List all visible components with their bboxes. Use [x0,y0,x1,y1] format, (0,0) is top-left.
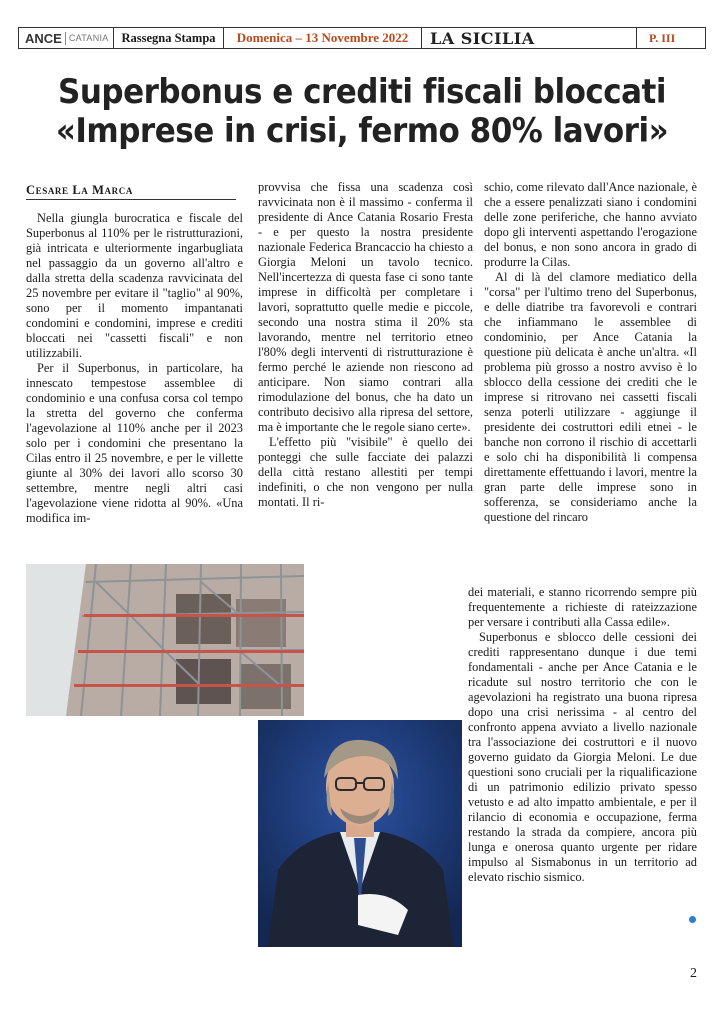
article-column-2 [258,180,473,510]
article-column-1 [26,211,243,526]
paragraph: L'effetto più "visibile" è quello dei ponteggi che sulle facciate dei palazzi della città restano allestiti per tempi indefiniti, o che non vengono per nulla montati. Il ri- [258,435,473,509]
logo-subtext: CATANIA [68,33,109,43]
newspaper-name: LA SICILIA [422,28,637,48]
scaffolding-photo [26,564,304,716]
scaffolding-illustration [26,564,304,716]
paragraph: Per il Superbonus, in particolare, ha innescato tempestose assemblee di condominio e una confusa corsa col tempo la stretta del governo che conferma l'agevolazione al 110% anche per il 2023 solo per i condomini che presentano la Cilas entro il 25 novembre, e per le villette giunte al 30% dei lavori allo scorso 30 settembre, mentre negli altri casi l'agevolazione viene ridotta al 90%. «Una modifica im- [26,361,243,525]
article-column-3-top [484,180,697,525]
paragraph: Nella giungla burocratica e fiscale del Superbonus al 110% per le ristrutturazioni, già intricata e ulteriormente ingarbugliata nel passaggio da un governo all'altro e dalla stretta della scadenza ravvicinata del 25 novembre per evitare il "taglio" al 90%, sono per il momento impantanati condomini e condomini, imprese e crediti bloccati nei "cassetti fiscali" e non utilizzabili. [26,211,243,360]
portrait-illustration [258,720,462,947]
page-reference: P. III [649,30,676,45]
issue-date: Domenica – 13 Novembre 2022 [224,28,422,48]
paragraph: dei materiali, e stanno ricorrendo sempre più frequentemente a richieste di rateizzazione per versare i contributi alla Cassa edile». [468,585,697,629]
paragraph: Al di là del clamore mediatico della "corsa" per l'ultimo treno del Superbonus, e delle diatribe tra favorevoli e contrari che infiammano le assemblee di condominio, per Ance Catania la questione più delicata è anche un'altra. «Il problema più grosso a nostro avviso è lo sblocco della cessione dei crediti che le imprese si ritrovano nei cassetti fiscali senza poterli utilizzare - aggiunge il presidente dei costruttori edili etnei - le banche non corrono il rischio di accettarli e solo chi ha disponibilità li compensa direttamente effettuando i lavori, mentre la gran parte delle imprese sono in sofferenza, se consideriamo anche la questione del rincaro [484,270,697,524]
ance-logo [19,28,114,48]
logo-text: ANCE [25,30,62,46]
article-column-3-bottom [468,585,697,885]
paragraph: Superbonus e sblocco delle cessioni dei crediti rappresentano dunque i due temi fondamentali - anche per Ance Catania e le ricadute sul nostro territorio che con le agevolazioni ha registrato una buona ripresa dopo una crisi nerissima - al centro del confronto appena avviato a livello nazionale tra l'associazione dei costruttori e il nuovo governo guidato da Giorgia Meloni. Le due questioni sono cruciali per la riqualificazione di un patrimonio edilizio privato spesso vetusto e ad alto impatto ambientale, e per il rilancio di economia e occupazione, ferma restando la strada da compiere, ancora più lunga e onerosa quanto urgente per ridare impulso al Sismabonus in un territorio ad elevato rischio sismico. [468,630,697,884]
author-byline: Cesare La Marca [26,183,236,200]
headline-line-1: Superbonus e crediti fiscali bloccati [58,72,666,112]
portrait-photo [258,720,462,947]
press-review-header [18,27,706,49]
section-label: Rassegna Stampa [114,28,224,48]
paragraph: provvisa che fissa una scadenza così ravvicinata non è il massimo - conferma il presidente di Ance Catania Rosario Fresta - e per questo la nostra presidente nazionale Federica Brancaccio ha chiesto a Giorgia Meloni un tavolo tecnico. Nell'incertezza di questa fase ci sono tante imprese in difficoltà per completare i lavori, soprattutto quelle medie e piccole, secondo una nostra stima il 20% sta lavorando, mentre nel territorio etneo l'80% degli interventi di ristrutturazione è fermo perché le aziende non riescono ad anticipare. Non siamo contrari alla rimodulazione del bonus, che ha dato un contributo decisivo alla ripresa del settore, ma è importante che le regole siano certe». [258,180,473,434]
paragraph: schio, come rilevato dall'Ance nazionale, è che a essere penalizzati siano i condomini delle zone periferiche, che hanno avviato dopo gli interventi aspettando l'erogazione del bonus, e non sono ancora in grado di produrre la Cilas. [484,180,697,269]
headline-line-2: «Imprese in crisi, fermo 80% lavori» [55,111,669,151]
end-of-article-dot [689,916,696,923]
logo-divider [65,32,66,45]
page-number: 2 [690,966,697,981]
